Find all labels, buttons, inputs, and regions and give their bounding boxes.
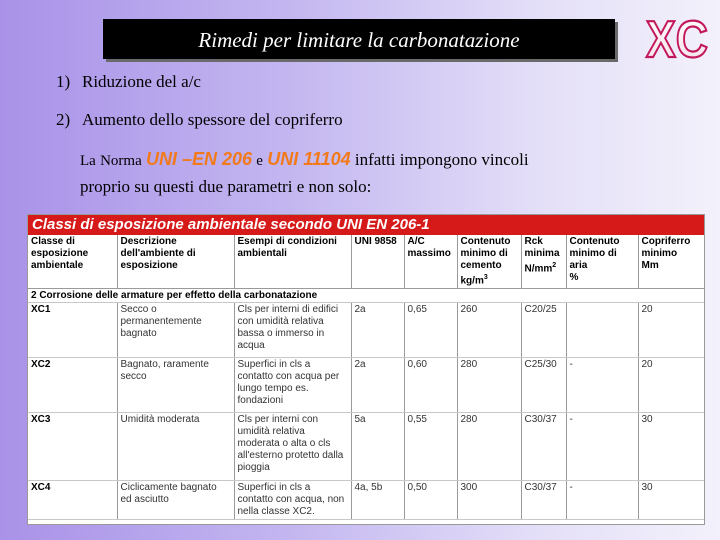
table-row	[28, 413, 704, 481]
cell-rck: C20/25	[521, 303, 566, 358]
para-line2: proprio su questi due parametri e non solo:	[80, 177, 372, 196]
cell-description: Bagnato, raramente secco	[117, 358, 234, 413]
section-carbonation: 2 Corrosione delle armature per effetto della carbonatazione	[28, 289, 704, 303]
cell-class: XC3	[28, 413, 117, 481]
cell-ac: 0,55	[404, 413, 457, 481]
item-number: 1)	[56, 72, 71, 91]
cell-ac: 0,50	[404, 481, 457, 520]
cell-air	[566, 303, 638, 358]
header-rck-unit-sup: 2	[552, 262, 557, 269]
header-cement-unit-sup: 3	[483, 274, 488, 281]
header-rck	[521, 235, 566, 289]
cell-cement: 260	[457, 303, 521, 358]
cell-ac: 0,65	[404, 303, 457, 358]
norm-uni-11104: UNI 11104	[267, 149, 351, 169]
cell-cover: 30	[638, 413, 704, 481]
cell-cover: 20	[638, 358, 704, 413]
cell-description: Secco o permanentemente bagnato	[117, 303, 234, 358]
list-item-1	[56, 72, 201, 92]
cell-cover: 30	[638, 481, 704, 520]
header-ac: A/C massimo	[404, 235, 457, 289]
header-cover	[638, 235, 704, 289]
header-air-label: Contenuto minimo di aria	[569, 236, 620, 271]
header-rck-unit: N/mm	[524, 263, 553, 275]
table-row	[28, 358, 704, 413]
header-cement-label: Contenuto minimo di cemento	[460, 236, 511, 271]
table-header-row	[28, 235, 704, 289]
norm-uni-en-206: UNI –EN 206	[145, 149, 253, 169]
norm-paragraph	[80, 147, 700, 199]
cell-cement: 280	[457, 358, 521, 413]
cell-examples: Superfici in cls a contatto con acqua, non nella classe XC2.	[234, 481, 351, 520]
xc-logo	[644, 8, 710, 69]
table-title: Classi di esposizione ambientale secondo UNI EN 206-1	[28, 215, 704, 235]
slide-title: Rimedi per limitare la carbonatazione	[198, 28, 520, 52]
header-cement	[457, 235, 521, 289]
para-and: e	[256, 153, 263, 169]
cell-class: XC1	[28, 303, 117, 358]
cell-description: Umidità moderata	[117, 413, 234, 481]
header-cover-unit: Mm	[641, 260, 659, 271]
cell-rck: C30/37	[521, 413, 566, 481]
list-item-2	[56, 110, 343, 130]
cell-class: XC4	[28, 481, 117, 520]
cell-examples: Cls per interni di edifici con umidità relativa bassa o immerso in acqua	[234, 303, 351, 358]
header-air	[566, 235, 638, 289]
title-box	[103, 19, 615, 59]
header-class: Classe di esposizione ambientale	[28, 235, 117, 289]
cell-rck: C30/37	[521, 481, 566, 520]
header-cover-label: Copriferro minimo	[641, 236, 691, 259]
cell-uni9858: 2a	[351, 358, 404, 413]
cell-air: -	[566, 358, 638, 413]
header-uni9858: UNI 9858	[351, 235, 404, 289]
xc-logo-text: XC	[646, 11, 708, 69]
item-text: Riduzione del a/c	[82, 72, 201, 91]
cell-cover: 20	[638, 303, 704, 358]
item-number: 2)	[56, 110, 71, 129]
cell-ac: 0,60	[404, 358, 457, 413]
header-rck-label: Rck minima	[524, 236, 560, 259]
header-examples: Esempi di condizioni ambientali	[234, 235, 351, 289]
table-row	[28, 481, 704, 520]
item-text: Aumento dello spessore del copriferro	[82, 110, 343, 129]
table-row	[28, 303, 704, 358]
exposure-classes-table	[28, 235, 704, 520]
header-cement-unit: kg/m	[460, 275, 484, 287]
header-description: Descrizione dell'ambiente di esposizione	[117, 235, 234, 289]
para-line1-rest: infatti impongono vincoli	[354, 150, 529, 169]
cell-air: -	[566, 481, 638, 520]
cell-examples: Cls per interni con umidità relativa moderata o alta o cls all'esterno protetto dalla pioggia	[234, 413, 351, 481]
para-norma: Norma	[100, 153, 142, 169]
cell-cement: 280	[457, 413, 521, 481]
header-air-unit: %	[569, 272, 579, 283]
cell-uni9858: 2a	[351, 303, 404, 358]
para-la: La	[80, 153, 96, 169]
cell-air: -	[566, 413, 638, 481]
cell-examples: Superfici in cls a contatto con acqua per lungo tempo es. fondazioni	[234, 358, 351, 413]
section-row	[28, 289, 704, 303]
cell-cement: 300	[457, 481, 521, 520]
cell-uni9858: 4a, 5b	[351, 481, 404, 520]
cell-rck: C25/30	[521, 358, 566, 413]
cell-class: XC2	[28, 358, 117, 413]
cell-uni9858: 5a	[351, 413, 404, 481]
cell-description: Ciclicamente bagnato ed asciutto	[117, 481, 234, 520]
exposure-table	[27, 214, 705, 525]
